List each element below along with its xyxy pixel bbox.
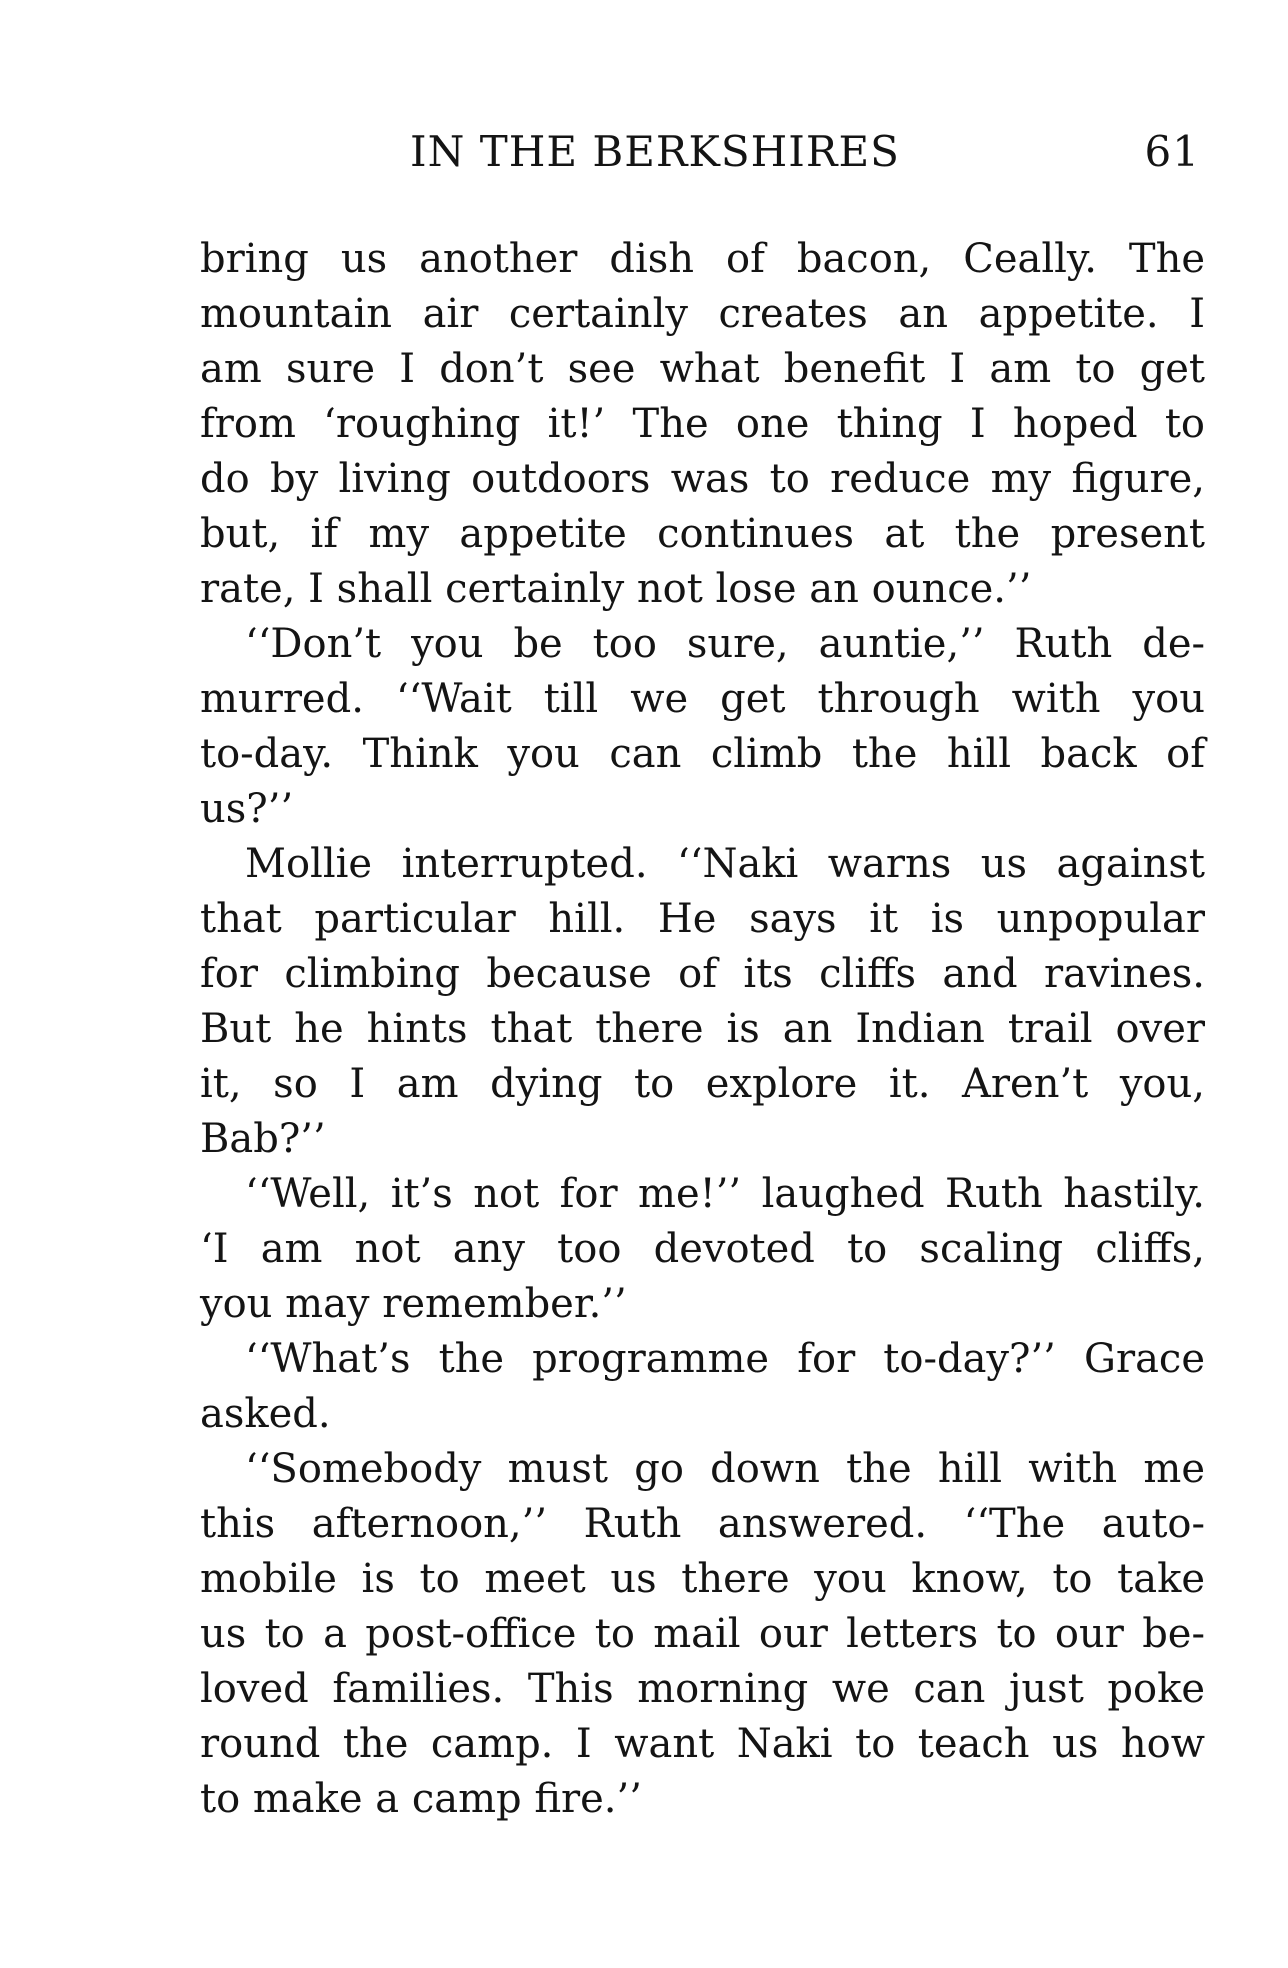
text-line: you may remember.’’	[200, 1281, 627, 1327]
running-header	[200, 122, 1200, 182]
text-line: But he hints that there is an Indian trail over	[200, 1006, 1205, 1052]
page-number: 61	[1144, 127, 1200, 176]
text-line: Mollie interrupted. ‘‘Naki warns us against	[245, 841, 1205, 887]
text-line: for climbing because of its cliffs and ravines.	[200, 951, 1205, 997]
text-line: mobile is to meet us there you know, to take	[200, 1556, 1205, 1602]
text-line: murred. ‘‘Wait till we get through with you	[200, 676, 1205, 722]
text-line: ‘‘Don’t you be too sure, auntie,’’ Ruth de-	[245, 621, 1205, 667]
running-title: IN THE BERKSHIRES	[410, 127, 900, 176]
text-line: ‘‘Somebody must go down the hill with me	[245, 1446, 1205, 1492]
text-line: round the camp. I want Naki to teach us how	[200, 1721, 1205, 1767]
text-line: from ‘roughing it!’ The one thing I hoped to	[200, 401, 1205, 447]
text-line: do by living outdoors was to reduce my figure,	[200, 456, 1205, 502]
text-line: loved families. This morning we can just poke	[200, 1666, 1205, 1712]
text-line: it, so I am dying to explore it. Aren’t you,	[200, 1061, 1205, 1107]
text-line: ‘‘What’s the programme for to-day?’’ Grace	[245, 1336, 1205, 1382]
text-line: ‘‘Well, it’s not for me!’’ laughed Ruth hastily.	[245, 1171, 1205, 1217]
text-line: am sure I don’t see what benefit I am to get	[200, 346, 1205, 392]
text-line: that particular hill. He says it is unpopular	[200, 896, 1205, 942]
text-line: to make a camp fire.’’	[200, 1776, 642, 1822]
text-line: bring us another dish of bacon, Ceally. The	[200, 236, 1205, 282]
text-line: but, if my appetite continues at the present	[200, 511, 1205, 557]
text-line: asked.	[200, 1391, 331, 1437]
text-line: mountain air certainly creates an appetite. I	[200, 291, 1205, 337]
text-line: to-day. Think you can climb the hill back of	[200, 731, 1205, 777]
text-line: rate, I shall certainly not lose an ounce.’’	[200, 566, 1032, 612]
text-line: us to a post-office to mail our letters to our be-	[200, 1611, 1205, 1657]
text-line: this afternoon,’’ Ruth answered. ‘‘The auto-	[200, 1501, 1205, 1547]
text-line: Bab?’’	[200, 1116, 326, 1162]
page-body	[200, 232, 1205, 1827]
text-line: us?’’	[200, 786, 294, 832]
text-line: ‘I am not any too devoted to scaling cliffs,	[200, 1226, 1205, 1272]
